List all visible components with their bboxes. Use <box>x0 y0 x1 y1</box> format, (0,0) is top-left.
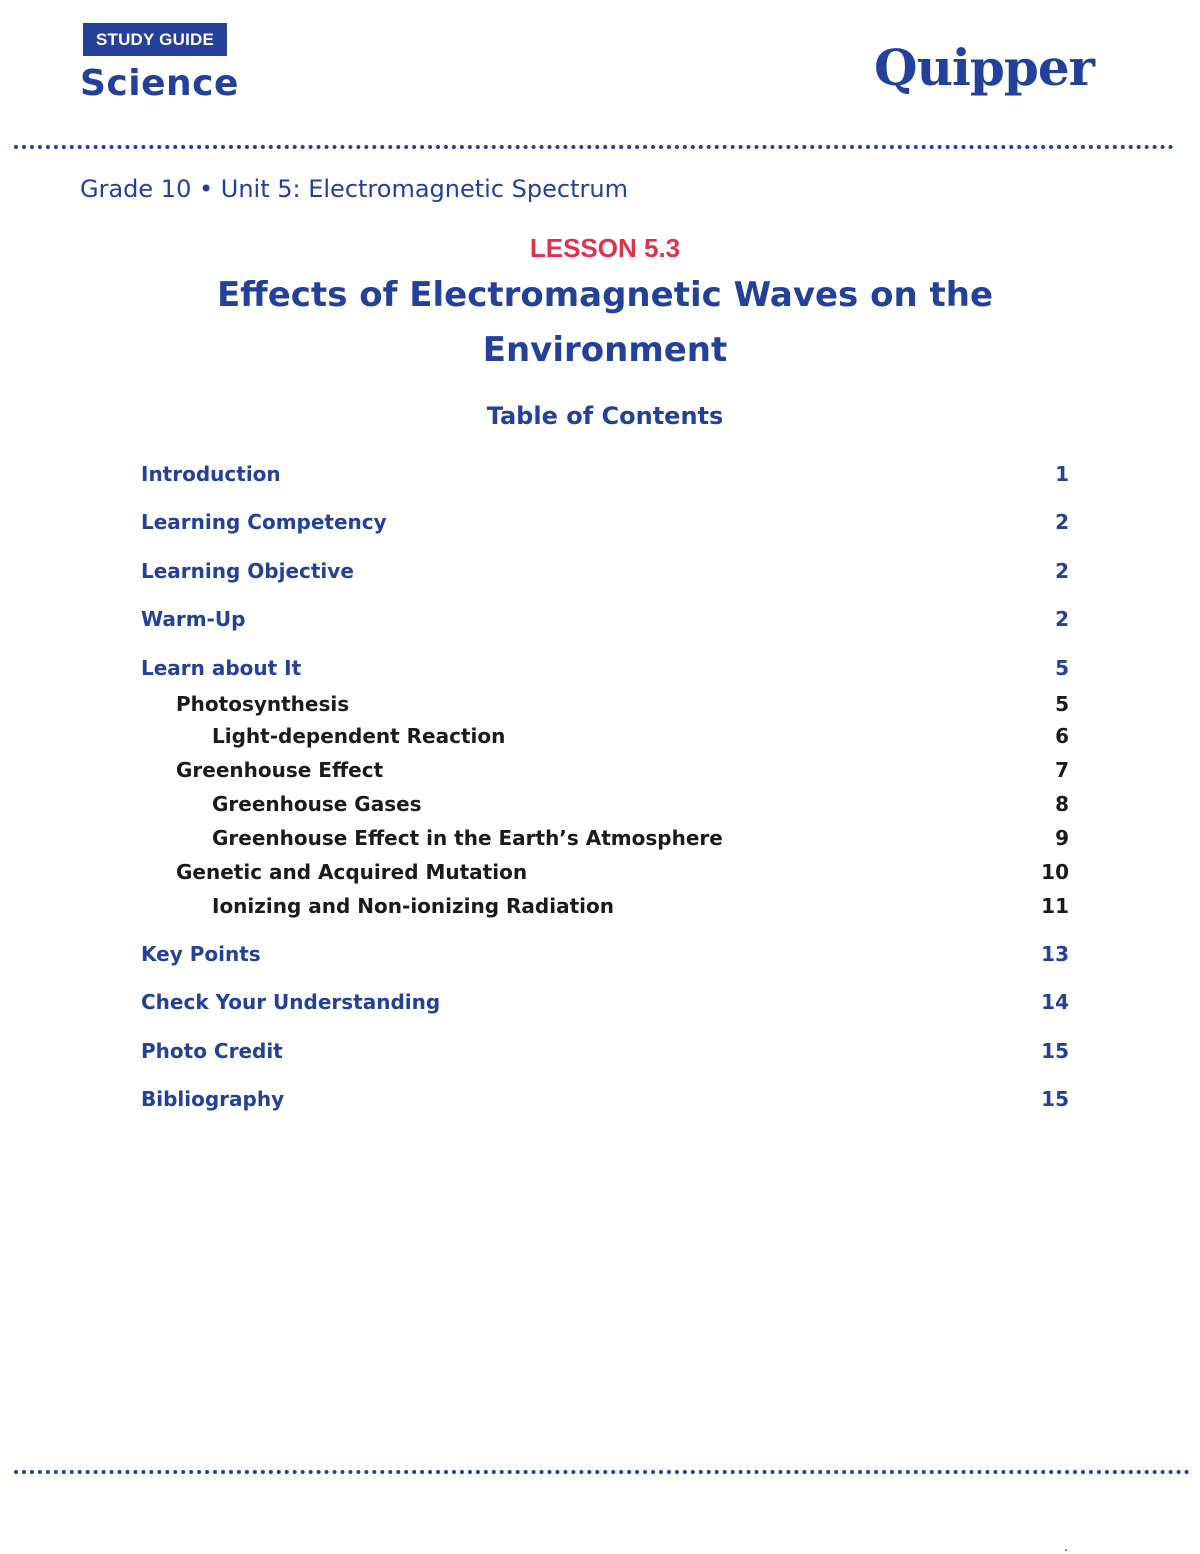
lesson-label: LESSON 5.3 <box>529 233 681 263</box>
toc-entry-page: 7 <box>1055 758 1069 782</box>
toc-entry-page: 13 <box>1041 942 1069 966</box>
toc-entry[interactable] <box>141 556 1069 586</box>
toc-entry[interactable] <box>141 689 1069 719</box>
toc-entry-label: Greenhouse Effect <box>176 758 384 782</box>
toc-entry-label: Genetic and Acquired Mutation <box>176 860 528 884</box>
toc-entry[interactable] <box>141 1084 1069 1114</box>
toc-entry-page: 11 <box>1041 894 1069 918</box>
toc-entry-page: 5 <box>1055 692 1069 716</box>
toc-entry[interactable] <box>141 604 1069 634</box>
footer-mark: . <box>1064 1540 1068 1554</box>
lesson-title: Effects of Electromagnetic Waves on the Environment <box>216 275 994 370</box>
toc-entry-label: Greenhouse Gases <box>212 792 422 816</box>
subject-title: Science <box>80 63 239 104</box>
study-guide-badge: STUDY GUIDE <box>83 23 227 56</box>
toc-entry[interactable] <box>141 459 1069 489</box>
toc-entry[interactable] <box>141 987 1069 1017</box>
toc-entry-page: 2 <box>1055 559 1069 583</box>
toc-entry-page: 6 <box>1055 724 1069 748</box>
toc-entry-label: Learn about It <box>141 656 302 680</box>
toc-entry[interactable] <box>141 823 1069 853</box>
toc-entry-label: Warm-Up <box>141 607 246 631</box>
toc-entry-label: Learning Competency <box>141 510 387 534</box>
unit-line: Grade 10 • Unit 5: Electromagnetic Spectrum <box>80 175 628 203</box>
toc-entry[interactable] <box>141 939 1069 969</box>
toc-entry-label: Ionizing and Non-ionizing Radiation <box>212 894 614 918</box>
toc-entry-page: 8 <box>1055 792 1069 816</box>
toc-entry[interactable] <box>141 507 1069 537</box>
bottom-dotted-divider <box>14 1470 1190 1474</box>
toc-entry-page: 1 <box>1055 462 1069 486</box>
toc-entry-page: 15 <box>1041 1039 1069 1063</box>
toc-entry-label: Bibliography <box>141 1087 285 1111</box>
toc-entry-label: Key Points <box>141 942 261 966</box>
toc-entry-label: Learning Objective <box>141 559 354 583</box>
toc-entry[interactable] <box>141 721 1069 751</box>
toc-entry-label: Photo Credit <box>141 1039 283 1063</box>
toc-title: Table of Contents <box>486 402 724 430</box>
toc-entry-label: Check Your Understanding <box>141 990 441 1014</box>
toc-entry[interactable] <box>141 789 1069 819</box>
toc-entry-page: 10 <box>1041 860 1069 884</box>
toc-entry-page: 9 <box>1055 826 1069 850</box>
toc-entry[interactable] <box>141 1036 1069 1066</box>
toc-entry[interactable] <box>141 891 1069 921</box>
toc-entry[interactable] <box>141 653 1069 683</box>
toc-entry-page: 5 <box>1055 656 1069 680</box>
toc-entry-label: Greenhouse Effect in the Earth’s Atmosphere <box>212 826 723 850</box>
toc-entry-label: Light-dependent Reaction <box>212 724 506 748</box>
toc-entry[interactable] <box>141 857 1069 887</box>
quipper-logo: Quipper <box>874 38 1094 97</box>
toc-entry-label: Introduction <box>141 462 281 486</box>
toc-entry-page: 2 <box>1055 607 1069 631</box>
toc-entry[interactable] <box>141 755 1069 785</box>
toc-entry-page: 14 <box>1041 990 1069 1014</box>
toc-entry-label: Photosynthesis <box>176 692 350 716</box>
toc-entry-page: 15 <box>1041 1087 1069 1111</box>
top-dotted-divider <box>14 145 1174 149</box>
toc-entry-page: 2 <box>1055 510 1069 534</box>
